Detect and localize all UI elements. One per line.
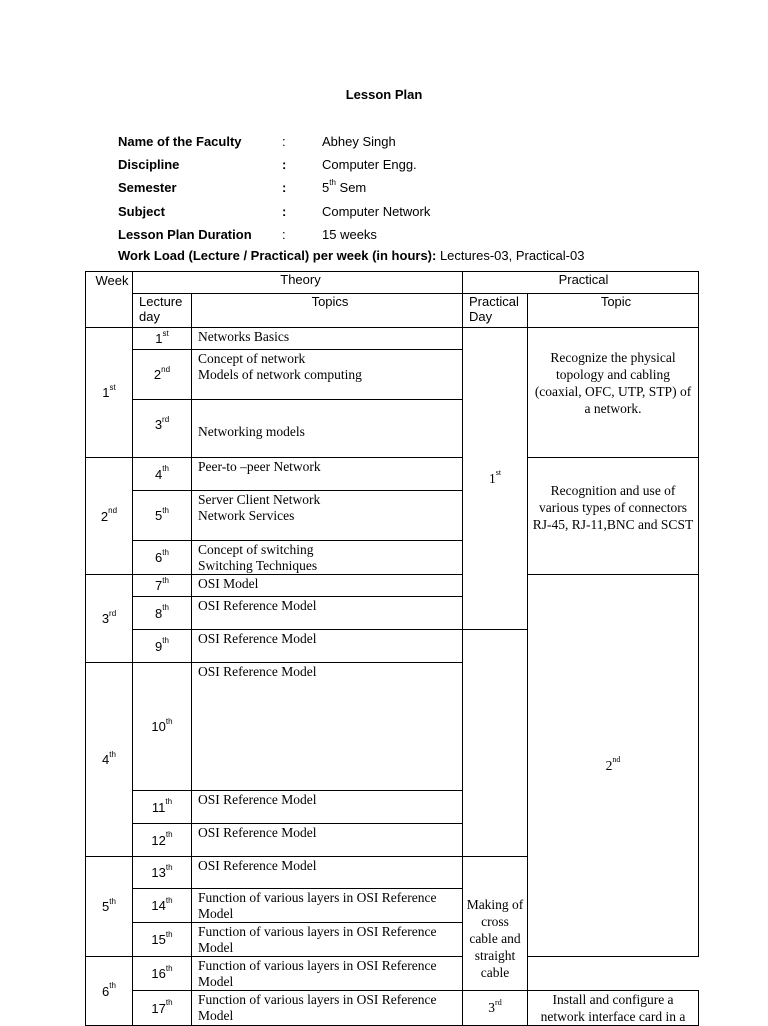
lecture-topic: Peer-to –peer Network: [192, 458, 463, 491]
info-separator: :: [282, 204, 287, 219]
lecture-topic: Function of various layers in OSI Reference Model: [192, 889, 463, 923]
info-separator: :: [282, 180, 287, 195]
lecture-day-cell: 16th: [133, 957, 192, 991]
lecture-topic: OSI Reference Model: [192, 663, 463, 791]
lecture-topic: OSI Reference Model: [192, 857, 463, 889]
lecture-day-cell: 12th: [133, 824, 192, 857]
info-label: Discipline: [118, 157, 180, 172]
header-theory: Theory: [133, 272, 463, 294]
info-label: Semester: [118, 180, 177, 195]
lecture-topic: Concept of switching Switching Techniques: [192, 541, 463, 575]
week-cell: 1st: [86, 328, 133, 458]
header-week: Week: [86, 272, 133, 328]
lecture-topic: OSI Reference Model: [192, 597, 463, 630]
lecture-day-cell: 2nd: [133, 350, 192, 400]
lecture-topic: Networks Basics: [192, 328, 463, 350]
lecture-day-cell: 15th: [133, 923, 192, 957]
practical-day-cell: 2nd: [528, 575, 699, 957]
header-practical-day: Practical Day: [463, 294, 528, 328]
lecture-day-cell: 13th: [133, 857, 192, 889]
info-value: Computer Network: [322, 204, 431, 219]
lecture-day-cell: 11th: [133, 791, 192, 824]
lecture-topic: OSI Reference Model: [192, 791, 463, 824]
lecture-day-cell: 5th: [133, 491, 192, 541]
practical-topic: Making of cross cable and straight cable: [463, 857, 528, 991]
lecture-day-cell: 17th: [133, 991, 192, 1026]
lecture-day-cell: 1st: [133, 328, 192, 350]
practical-topic: Install and configure a network interface card in a: [528, 991, 699, 1026]
lecture-topic: Function of various layers in OSI Reference Model: [192, 923, 463, 957]
lecture-topic: Networking models: [192, 400, 463, 458]
lecture-topic: OSI Model: [192, 575, 463, 597]
week-cell: 3rd: [86, 575, 133, 663]
workload-line: Work Load (Lecture / Practical) per week (in hours): Lectures-03, Practical-03: [118, 248, 585, 263]
header-lecture-day: Lecture day: [133, 294, 192, 328]
lecture-day-cell: 7th: [133, 575, 192, 597]
lecture-topic: OSI Reference Model: [192, 824, 463, 857]
week-cell: 4th: [86, 663, 133, 857]
lecture-day-cell: 8th: [133, 597, 192, 630]
header-practical: Practical: [463, 272, 699, 294]
lecture-topic: Concept of network Models of network computing: [192, 350, 463, 400]
lecture-topic: Server Client Network Network Services: [192, 491, 463, 541]
week-cell: 2nd: [86, 458, 133, 575]
info-separator: :: [282, 134, 286, 149]
info-separator: :: [282, 227, 286, 242]
practical-topic: Recognition and use of various types of connectors RJ-45, RJ-11,BNC and SCST: [528, 458, 699, 575]
lecture-topic: Function of various layers in OSI Reference Model: [192, 991, 463, 1026]
week-cell: 6th: [86, 957, 133, 1026]
practical-day-cell: 1st: [463, 328, 528, 630]
lecture-day-cell: 6th: [133, 541, 192, 575]
info-label: Name of the Faculty: [118, 134, 242, 149]
lecture-day-cell: 9th: [133, 630, 192, 663]
lecture-topic: Function of various layers in OSI Reference Model: [192, 957, 463, 991]
week-cell: 5th: [86, 857, 133, 957]
lecture-day-cell: 14th: [133, 889, 192, 923]
document-title: Lesson Plan: [345, 87, 423, 102]
info-separator: :: [282, 157, 287, 172]
header-topics: Topics: [192, 294, 463, 328]
info-label: Subject: [118, 204, 165, 219]
practical-day-cell: 3rd: [463, 991, 528, 1026]
lesson-plan-table: [85, 271, 699, 1026]
lecture-topic: OSI Reference Model: [192, 630, 463, 663]
practical-topic: Recognize the physical topology and cabling (coaxial, OFC, UTP, STP) of a network.: [528, 328, 699, 458]
lecture-day-cell: 4th: [133, 458, 192, 491]
info-value: Abhey Singh: [322, 134, 396, 149]
header-topic: Topic: [528, 294, 699, 328]
lecture-day-cell: 10th: [133, 663, 192, 791]
info-label: Lesson Plan Duration: [118, 227, 252, 242]
info-value: 15 weeks: [322, 227, 377, 242]
info-value: Computer Engg.: [322, 157, 417, 172]
info-value: 5th Sem: [322, 177, 367, 195]
lecture-day-cell: 3rd: [133, 400, 192, 458]
